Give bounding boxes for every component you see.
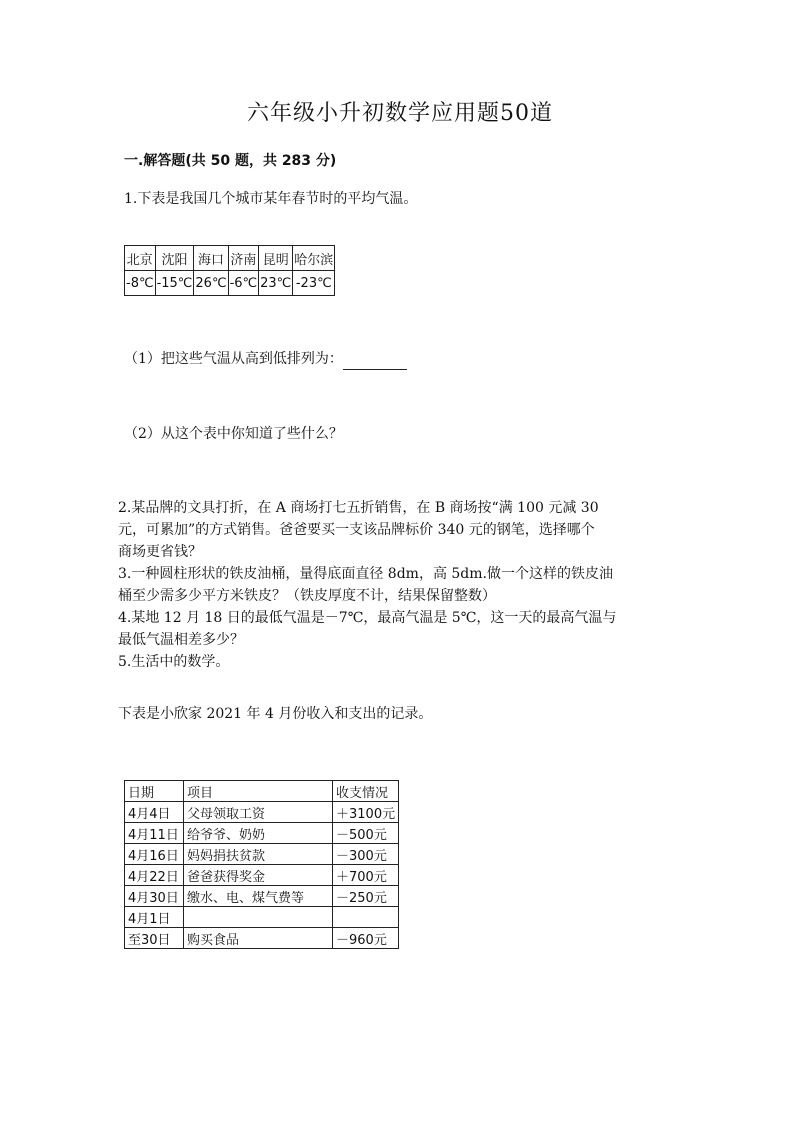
question-4 [118,607,678,651]
date-cell: 至30日 [125,928,184,949]
date-cell: 4月30日 [125,886,184,907]
item-cell: 购买食品 [184,928,333,949]
table-row [125,823,399,844]
temp-cell: -8℃ [125,271,156,296]
question-3-line: 桶至少需多少平方米铁皮？（铁皮厚度不计，结果保留整数） [118,588,496,604]
table-row [125,802,399,823]
city-cell: 昆明 [259,246,293,271]
temperature-table [124,245,335,296]
answer-blank[interactable] [343,355,407,370]
city-cell: 哈尔滨 [293,246,335,271]
question-3 [118,563,678,607]
table-row [125,928,399,949]
question-4-line: 4.某地 12 月 18 日的最低气温是－7℃，最高气温是 5℃，这一天的最高气温与 [118,610,617,626]
temp-cell: -15℃ [155,271,194,296]
amount-cell [333,907,399,928]
city-row [125,246,335,271]
question-2-line: 元，可累加”的方式销售。爸爸要买一支该品牌标价 340 元的钢笔，选择哪个 [118,522,595,538]
question-5-line: 5.生活中的数学。 [118,654,230,670]
question-2 [118,497,678,563]
amount-cell: －960元 [333,928,399,949]
city-cell: 济南 [228,246,259,271]
temp-cell: 23℃ [259,271,293,296]
table-row [125,865,399,886]
table-row [125,907,399,928]
amount-cell: －300元 [333,844,399,865]
amount-cell: －500元 [333,823,399,844]
item-cell: 给爷爷、奶奶 [184,823,333,844]
table-row [125,886,399,907]
question-2-line: 2.某品牌的文具打折，在 A 商场打七五折销售，在 B 商场按“满 100 元减 30 [118,500,599,516]
header-amount: 收支情况 [333,781,399,802]
question-5-intro [118,703,678,725]
item-cell: 爸爸获得奖金 [184,865,333,886]
temp-cell: 26℃ [194,271,228,296]
income-expense-table [124,780,399,949]
question-1-part-1 [124,348,407,370]
temp-cell: -23℃ [293,271,335,296]
section-heading: 一.解答题(共 50 题，共 283 分) [124,153,337,169]
question-3-line: 3.一种圆柱形状的铁皮油桶，量得底面直径 8dm，高 5dm.做一个这样的铁皮油 [118,566,613,582]
item-cell [184,907,333,928]
amount-cell: －250元 [333,886,399,907]
table-row [125,844,399,865]
city-cell: 沈阳 [155,246,194,271]
city-cell: 北京 [125,246,156,271]
date-cell: 4月11日 [125,823,184,844]
amount-cell: ＋700元 [333,865,399,886]
question-4-line: 最低气温相差多少？ [118,632,244,648]
date-cell: 4月1日 [125,907,184,928]
question-2-line: 商场更省钱？ [118,544,202,560]
item-cell: 缴水、电、煤气费等 [184,886,333,907]
item-cell: 父母领取工资 [184,802,333,823]
table-header-row [125,781,399,802]
question-1-intro: 1.下表是我国几个城市某年春节时的平均气温。 [124,191,418,207]
temp-cell: -6℃ [228,271,259,296]
question-5 [118,651,678,673]
date-cell: 4月4日 [125,802,184,823]
part-1-text: （1）把这些气温从高到低排列为： [124,351,343,367]
item-cell: 妈妈捐扶贫款 [184,844,333,865]
header-date: 日期 [125,781,184,802]
question-1-part-2: （2）从这个表中你知道了些什么？ [124,426,343,442]
page-title: 六年级小升初数学应用题50道 [247,101,553,126]
date-cell: 4月16日 [125,844,184,865]
header-item: 项目 [184,781,333,802]
question-5-intro-line: 下表是小欣家 2021 年 4 月份收入和支出的记录。 [118,706,433,722]
amount-cell: ＋3100元 [333,802,399,823]
date-cell: 4月22日 [125,865,184,886]
temperature-row [125,271,335,296]
city-cell: 海口 [194,246,228,271]
